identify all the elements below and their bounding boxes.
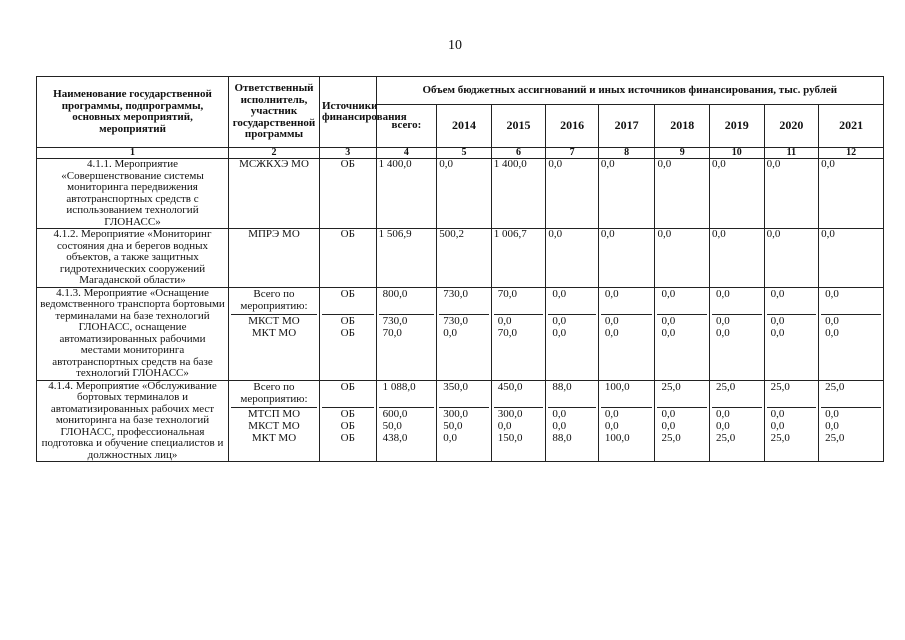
year-value-cell: 0,0: [655, 229, 710, 288]
table-row: [37, 287, 884, 380]
table-row: [37, 159, 884, 229]
year-value: 0,0: [712, 314, 762, 327]
year-value: 0,0: [770, 287, 785, 300]
budget-table: [36, 76, 884, 462]
year-value: 350,0: [443, 380, 468, 393]
year-value: 0,0: [661, 326, 676, 339]
year-value-cell: 0,0: [546, 159, 599, 229]
total-value-cell: 1 506,9: [376, 229, 437, 288]
year-value-cell: 0,0: [546, 229, 599, 288]
year-value: 25,0: [825, 380, 845, 393]
year-value-cell: [598, 287, 655, 380]
column-number: 3: [319, 148, 376, 159]
year-value-cell: 0,0: [764, 159, 819, 229]
year-value: 0,0: [770, 419, 785, 432]
year-value-cell: 0,0: [598, 229, 655, 288]
year-value: 0,0: [604, 419, 619, 432]
activity-name: 4.1.1. Мероприятие «Совершенствование системы мониторинга передвижения автотранспортных средств с использованием технологий ГЛОНАСС»: [37, 159, 229, 229]
year-value-cell: [437, 287, 492, 380]
executor: МКТ МО: [251, 431, 297, 444]
year-value: 0,0: [604, 287, 619, 300]
year-value: 730,0: [443, 287, 468, 300]
executor: МКСТ МО: [231, 314, 317, 327]
year-value-cell: [598, 380, 655, 462]
executor: МКСТ МО: [248, 419, 300, 432]
year-value: 0,0: [601, 314, 653, 327]
funding-source: ОБ: [340, 419, 355, 432]
year-value: 25,0: [770, 380, 790, 393]
total-value-cell: [376, 380, 437, 462]
year-value-cell: [710, 287, 765, 380]
year-value: 70,0: [497, 326, 517, 339]
year-value: 0,0: [770, 326, 785, 339]
year-value-cell: [819, 380, 884, 462]
year-value: 0,0: [548, 407, 596, 420]
year-value-cell: [764, 380, 819, 462]
funding-source-cell: [319, 380, 376, 462]
year-value: 0,0: [443, 326, 457, 339]
column-number-row: [37, 148, 884, 159]
year-value: 0,0: [661, 287, 676, 300]
year-value-cell: [546, 380, 599, 462]
column-number: 10: [710, 148, 765, 159]
year-value: 0,0: [716, 419, 730, 432]
executor: Всего по мероприятию:: [240, 380, 308, 405]
year-value: 0,0: [552, 419, 567, 432]
funding-source-cell: ОБ: [319, 229, 376, 288]
year-value: 0,0: [494, 314, 544, 327]
year-value: 70,0: [497, 287, 517, 300]
year-value: 88,0: [552, 380, 572, 393]
column-number: 11: [764, 148, 819, 159]
column-number: 9: [655, 148, 710, 159]
column-number: 5: [437, 148, 492, 159]
year-value: 0,0: [657, 407, 707, 420]
funding-source: ОБ: [340, 380, 355, 393]
year-value-cell: [819, 287, 884, 380]
year-value: 0,0: [825, 287, 839, 300]
activity-name: 4.1.3. Мероприятие «Оснащение ведомственного транспорта бортовыми терминалами на базе технологий ГЛОНАСС, оснащение автоматизированных рабочими местами мониторинга автотранспортных средств на базе технологий ГЛОНАСС»: [37, 287, 229, 380]
funding-source-cell: [319, 287, 376, 380]
funding-source: ОБ: [340, 287, 355, 300]
page-number: 10: [448, 38, 462, 53]
year-value: 0,0: [552, 326, 567, 339]
year-value: 0,0: [716, 287, 730, 300]
header-year: 2020: [764, 105, 819, 148]
executor-cell: [229, 287, 320, 380]
year-value: 25,0: [661, 380, 681, 393]
table-header: [37, 77, 884, 159]
year-value-cell: 0,0: [819, 229, 884, 288]
year-value-cell: [437, 380, 492, 462]
year-value: 0,0: [601, 407, 653, 420]
year-value: 300,0: [439, 407, 489, 420]
year-value: 100,0: [604, 431, 630, 444]
year-value: 25,0: [661, 431, 681, 444]
executor: Всего по мероприятию:: [240, 287, 308, 312]
activity-name: 4.1.2. Мероприятие «Мониторинг состояния дна и берегов водных объектов, а также защитных гидротехнических сооружений Магаданской области»: [37, 229, 229, 288]
year-value-cell: [710, 380, 765, 462]
column-number: 2: [229, 148, 320, 159]
year-value: 0,0: [825, 419, 839, 432]
year-value-cell: 0,0: [764, 229, 819, 288]
year-value: 150,0: [497, 431, 523, 444]
header-source: Источники финансирования: [319, 77, 376, 148]
column-number: 6: [491, 148, 546, 159]
column-number: 4: [376, 148, 437, 159]
table-row: [37, 380, 884, 462]
header-volume: Объем бюджетных ассигнований и иных источников финансирования, тыс. рублей: [376, 77, 883, 105]
total-value: 438,0: [382, 431, 408, 444]
header-name: Наименование государственной программы, подпрограммы, основных мероприятий, мероприятий: [37, 77, 229, 148]
year-value-cell: [655, 380, 710, 462]
year-value: 0,0: [716, 326, 730, 339]
year-value: 0,0: [548, 314, 596, 327]
year-value: 0,0: [712, 407, 762, 420]
year-value: 450,0: [497, 380, 523, 393]
year-value-cell: 0,0: [598, 159, 655, 229]
year-value: 100,0: [604, 380, 630, 393]
funding-source: ОБ: [322, 407, 374, 420]
year-value: 25,0: [825, 431, 845, 444]
header-year: 2016: [546, 105, 599, 148]
year-value-cell: [491, 380, 546, 462]
year-value-cell: 0,0: [710, 159, 765, 229]
year-value: 300,0: [494, 407, 544, 420]
header-year: 2021: [819, 105, 884, 148]
year-value: 0,0: [497, 419, 512, 432]
year-value-cell: 0,0: [710, 229, 765, 288]
year-value: 0,0: [825, 326, 839, 339]
year-value-cell: 500,2: [437, 229, 492, 288]
funding-source-cell: ОБ: [319, 159, 376, 229]
year-value-cell: [764, 287, 819, 380]
table-body: [37, 159, 884, 462]
total-value: 1 088,0: [382, 380, 416, 393]
total-value-cell: [376, 287, 437, 380]
year-value: 25,0: [716, 380, 736, 393]
total-value: 50,0: [382, 419, 402, 432]
executor-cell: МСЖКХЭ МО: [229, 159, 320, 229]
total-value: 800,0: [382, 287, 408, 300]
year-value: 0,0: [661, 419, 676, 432]
header-year: 2017: [598, 105, 655, 148]
year-value-cell: 1 400,0: [491, 159, 546, 229]
activity-name: 4.1.4. Мероприятие «Обслуживание бортовых терминалов и автоматизированных рабочих мест мониторинга на базе технологий ГЛОНАСС, профессиональная подготовка и обучение специалистов и должностных лиц»: [37, 380, 229, 462]
executor: МТСП МО: [231, 407, 317, 420]
year-value: 0,0: [821, 407, 881, 420]
header-year: 2018: [655, 105, 710, 148]
funding-source: ОБ: [340, 431, 355, 444]
executor: МКТ МО: [251, 326, 297, 339]
year-value: 0,0: [821, 314, 881, 327]
funding-source: ОБ: [340, 326, 355, 339]
header-year: 2015: [491, 105, 546, 148]
year-value-cell: [546, 287, 599, 380]
year-value: 0,0: [552, 287, 567, 300]
year-value-cell: 1 006,7: [491, 229, 546, 288]
year-value: 0,0: [767, 407, 817, 420]
year-value: 0,0: [604, 326, 619, 339]
year-value-cell: 0,0: [819, 159, 884, 229]
executor-cell: МПРЭ МО: [229, 229, 320, 288]
year-value: 25,0: [770, 431, 790, 444]
year-value-cell: 0,0: [655, 159, 710, 229]
table-row: [37, 229, 884, 288]
year-value-cell: [655, 287, 710, 380]
column-number: 12: [819, 148, 884, 159]
year-value: 0,0: [657, 314, 707, 327]
year-value-cell: [491, 287, 546, 380]
year-value: 50,0: [443, 419, 463, 432]
year-value: 0,0: [767, 314, 817, 327]
header-total: всего:: [376, 105, 437, 148]
total-value: 730,0: [379, 314, 435, 327]
total-value-cell: 1 400,0: [376, 159, 437, 229]
year-value: 88,0: [552, 431, 572, 444]
total-value: 600,0: [379, 407, 435, 420]
year-value: 25,0: [716, 431, 736, 444]
column-number: 8: [598, 148, 655, 159]
year-value-cell: 0,0: [437, 159, 492, 229]
year-value: 0,0: [443, 431, 457, 444]
header-year: 2019: [710, 105, 765, 148]
header-year: 2014: [437, 105, 492, 148]
column-number: 1: [37, 148, 229, 159]
year-value: 730,0: [439, 314, 489, 327]
total-value: 70,0: [382, 326, 402, 339]
header-executor: Ответственный исполнитель, участник государственной программы: [229, 77, 320, 148]
executor-cell: [229, 380, 320, 462]
funding-source: ОБ: [322, 314, 374, 327]
column-number: 7: [546, 148, 599, 159]
